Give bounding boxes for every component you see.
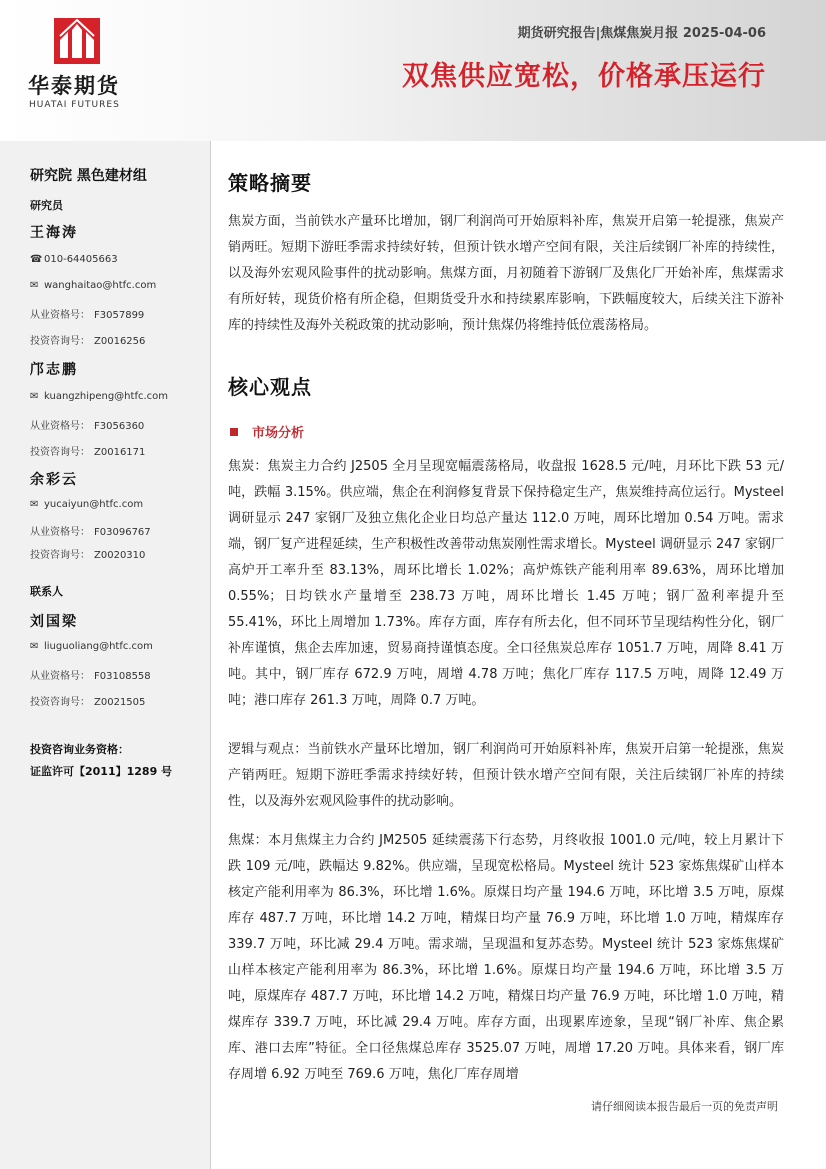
analyst-email[interactable]: ✉ yucaiyun@htfc.com: [30, 499, 144, 510]
envelope-icon: ✉: [30, 280, 39, 291]
company-logo: [28, 14, 138, 114]
coking-coal-paragraph: 焦煤：本月焦煤主力合约 JM2505 延续震荡下行态势，月终收报 1001.0 元/吨，较上月累计下跌 109 元/吨，跌幅达 9.82%。供应端，呈现宽松格局。Mysteel 统计 523 家炼焦煤矿山样本核定产能利用率为 86.3%，环比增 1.6%。原煤日均产量 194.6 万吨，环比增 3.5 万吨，原煤库存 487.7 万吨，环比增 14.2 万吨，精煤日均产量 76.9 万吨，环比增 1.0 万吨，精煤库存 339.7 万吨，环比减 29.4 万吨。需求端，呈现温和复苏态势。Mysteel 统计 523 家炼焦煤矿山样本核定产能利用率为 86.3%，环比增 1.6%。原煤日均产量 194.6 万吨，环比增 3.5 万吨，原煤库存 487.7 万吨，环比增 14.2 万吨，精煤日均产量 76.9 万吨，环比增 1.0 万吨，精煤库存 339.7 万吨，环比减 29.4 万吨。库存方面，出现累库迹象，呈现“钢厂补库、焦企累库、港口去库”特征。全口径焦煤总库存 3525.07 万吨，周增 17.20 万吨。具体来看，钢厂库存周增 6.92 万吨至 769.6 万吨，焦化厂库存周增: [228, 833, 784, 1082]
analyst-phone: ☎ 010-64405663: [30, 254, 118, 265]
report-header: [0, 0, 826, 141]
core-heading: 核心观点: [228, 375, 312, 399]
analyst-invest: 投资咨询号： Z0020310: [30, 550, 146, 561]
red-square-bullet-icon: [230, 428, 238, 436]
author-sidebar: [0, 141, 211, 1169]
phone-icon: ☎: [30, 254, 43, 265]
summary-paragraph: 焦炭方面，当前铁水产量环比增加，钢厂利润尚可开始原料补库，焦炭开启第一轮提涨，焦炭产销两旺。短期下游旺季需求持续好转，但预计铁水增产空间有限，关注后续钢厂补库的持续性，以及海外宏观风险事件的扰动影响。焦煤方面，月初随着下游钢厂及焦化厂开始补库，焦煤需求有所好转，现货价格有所企稳，但期货受升水和持续累库影响，下跌幅度较大，后续关注下游补库的持续性及海外关税政策的扰动影响，预计焦煤仍将维持低位震荡格局。: [228, 214, 784, 333]
analyst-invest: 投资咨询号： Z0016171: [30, 447, 146, 458]
huatai-logo-icon: [54, 18, 100, 64]
envelope-icon: ✉: [30, 391, 39, 402]
market-analysis-subheading: 市场分析: [230, 422, 304, 441]
researcher-label: 研究员: [30, 199, 63, 212]
envelope-icon: ✉: [30, 641, 39, 652]
report-meta: 期货研究报告|焦煤焦炭月报 2025-04-06: [517, 26, 766, 41]
analyst-cert: 从业资格号： F3056360: [30, 421, 145, 432]
envelope-icon: ✉: [30, 499, 39, 510]
analyst-email[interactable]: ✉ wanghaitao@htfc.com: [30, 280, 157, 291]
analyst-email[interactable]: ✉ kuangzhipeng@htfc.com: [30, 391, 168, 402]
disclaimer-note: 请仔细阅读本报告最后一页的免责声明: [591, 1100, 778, 1113]
summary-heading: 策略摘要: [228, 171, 312, 195]
analyst-name: 邝志鹏: [30, 362, 78, 378]
logic-paragraph: 逻辑与观点：当前铁水产量环比增加，钢厂利润尚可开始原料补库，焦炭开启第一轮提涨，焦炭产销两旺。短期下游旺季需求持续好转，但预计铁水增产空间有限，关注后续钢厂补库的持续性，以及海外宏观风险事件的扰动影响。: [228, 742, 784, 809]
coke-paragraph: 焦炭：焦炭主力合约 J2505 全月呈现宽幅震荡格局，收盘报 1628.5 元/吨，月环比下跌 53 元/吨，跌幅 3.15%。供应端，焦企在利润修复背景下保持稳定生产，焦炭维持高位运行。Mysteel 调研显示 247 家钢厂及独立焦化企业日均总产量达 112.0 万吨，周环比增加 0.54 万吨。需求端，钢厂复产进程延续，生产积极性改善带动焦炭刚性需求增长。Mysteel 调研显示 247 家钢厂高炉开工率升至 83.13%，周环比增长 1.02%；高炉炼铁产能利用率 89.63%，周环比增加 0.55%；日均铁水产量增至 238.73 万吨，周环比增长 1.45 万吨；钢厂盈利率提升至 55.41%，环比上周增加 1.73%。库存方面，库存有所去化，但不同环节呈现结构性分化，钢厂补库谨慎，焦企去库加速，贸易商持谨慎态度。全口径焦炭总库存 1051.7 万吨，周降 8.41 万吨。其中，钢厂库存 672.9 万吨，周增 4.78 万吨；焦化厂库存 117.5 万吨，周降 12.49 万吨；港口库存 261.3 万吨，周降 0.7 万吨。: [228, 459, 784, 708]
analyst-cert: 从业资格号： F03096767: [30, 527, 151, 538]
logo-english-name: HUATAI FUTURES: [29, 100, 120, 110]
analyst-invest: 投资咨询号： Z0016256: [30, 336, 146, 347]
logo-chinese-name: 华泰期货: [28, 74, 120, 98]
contact-name: 刘国梁: [30, 614, 78, 630]
contact-cert: 从业资格号： F03108558: [30, 671, 151, 682]
license-label: 投资咨询业务资格：: [30, 743, 129, 756]
contact-email[interactable]: ✉ liuguoliang@htfc.com: [30, 641, 153, 652]
report-title: 双焦供应宽松，价格承压运行: [402, 61, 766, 92]
department: 研究院 黑色建材组: [30, 168, 147, 184]
analyst-name: 余彩云: [30, 472, 78, 488]
contact-invest: 投资咨询号： Z0021505: [30, 697, 146, 708]
contact-label: 联系人: [30, 585, 63, 598]
analyst-cert: 从业资格号： F3057899: [30, 310, 145, 321]
license-number: 证监许可【2011】1289 号: [30, 765, 173, 778]
analyst-name: 王海涛: [30, 225, 78, 241]
